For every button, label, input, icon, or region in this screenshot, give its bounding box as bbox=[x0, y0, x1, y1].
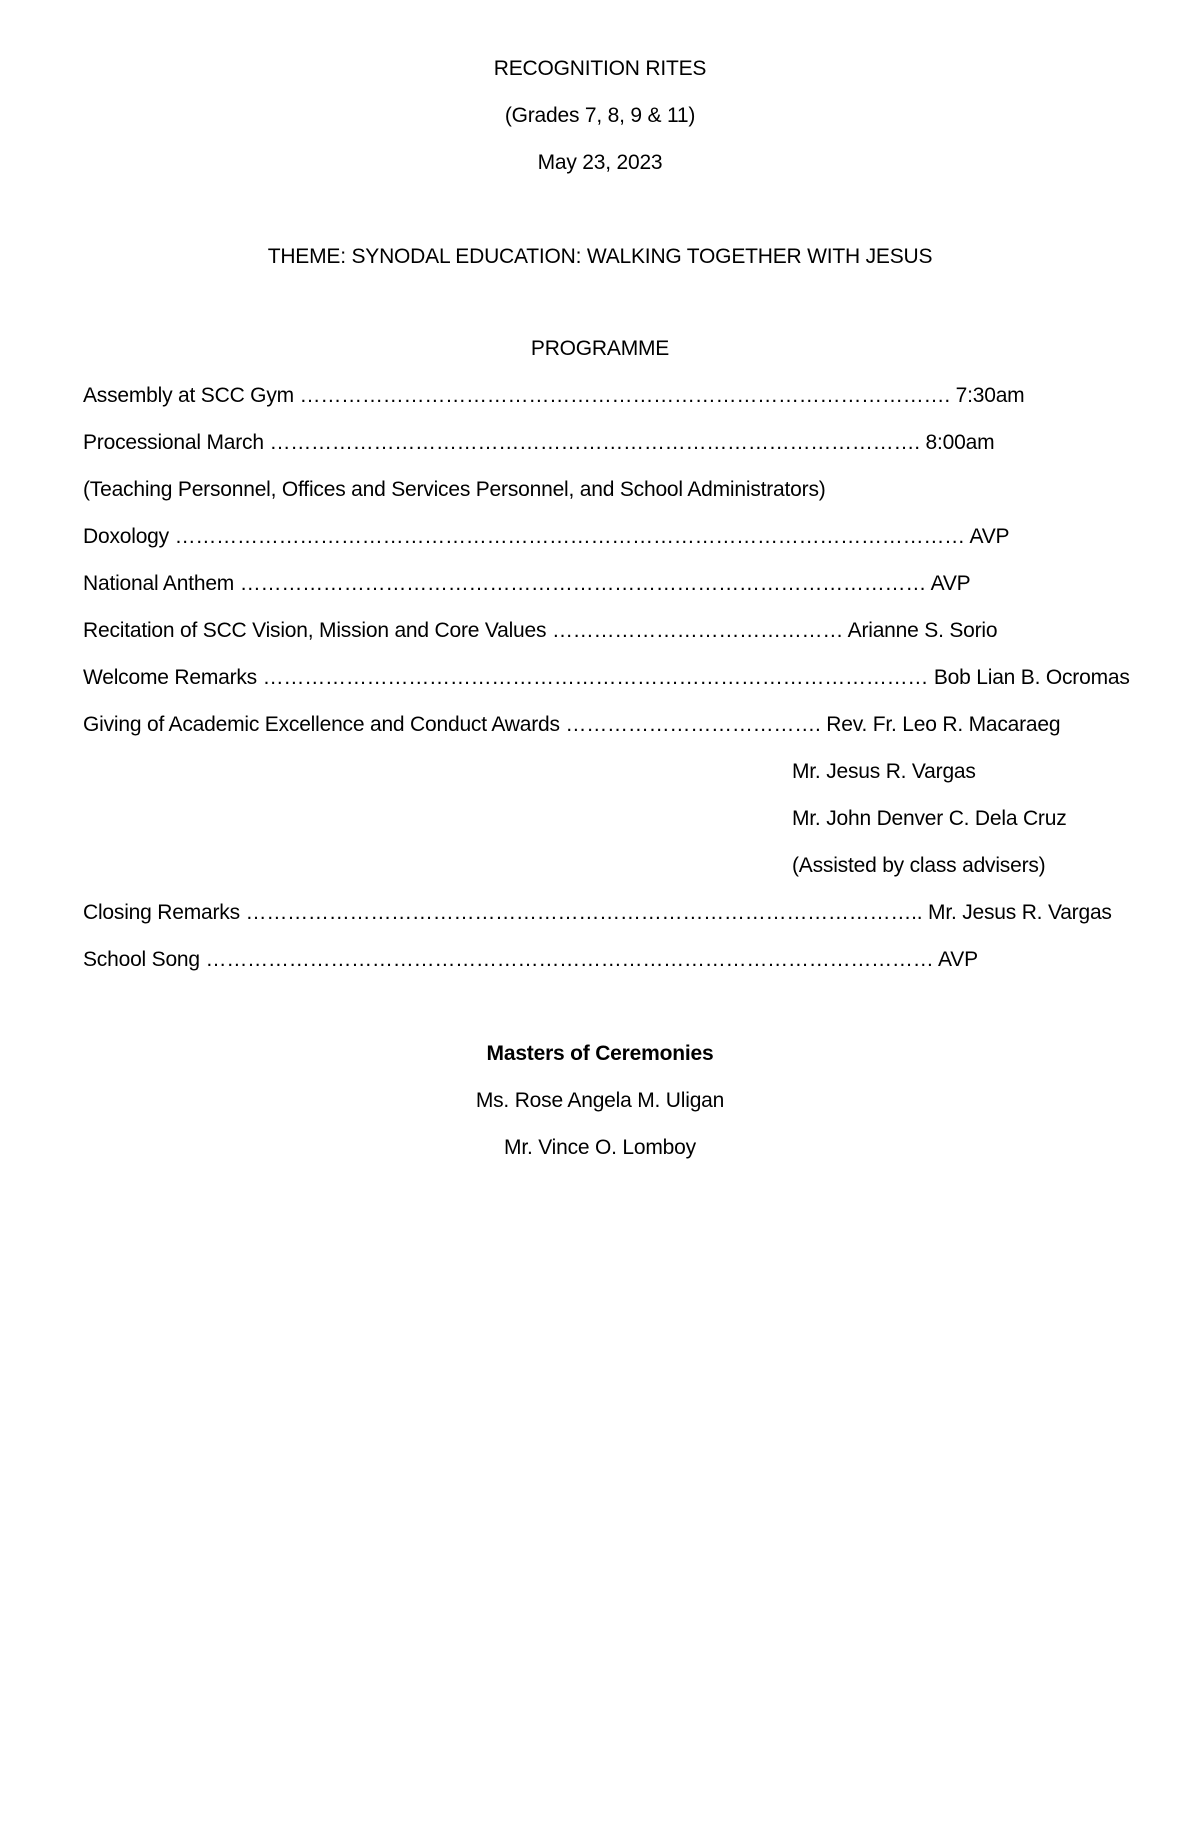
programme-item-value: Arianne S. Sorio bbox=[847, 619, 998, 642]
programme-item-doxology bbox=[83, 524, 1009, 550]
programme-item-school-song bbox=[83, 947, 978, 973]
programme-item-label: National Anthem ……………………………………………………………………………………… bbox=[83, 572, 927, 595]
document-title: RECOGNITION RITES bbox=[493, 57, 707, 80]
masters-heading: Masters of Ceremonies bbox=[486, 1042, 714, 1065]
programme-item-processional bbox=[83, 430, 994, 456]
programme-item-value: 8:00am bbox=[925, 431, 995, 454]
grades-subtitle: (Grades 7, 8, 9 & 11) bbox=[504, 104, 696, 127]
programme-item-assembly bbox=[83, 383, 1024, 409]
programme-item-label: Recitation of SCC Vision, Mission and Core Values …………………………………… bbox=[83, 619, 844, 642]
awards-assist-note: (Assisted by class advisers) bbox=[792, 854, 1046, 877]
programme-heading: PROGRAMME bbox=[530, 337, 670, 360]
event-date: May 23, 2023 bbox=[537, 151, 663, 174]
programme-item-recitation bbox=[83, 618, 997, 644]
programme-item-value: Mr. Jesus R. Vargas bbox=[928, 901, 1112, 924]
programme-item-value: 7:30am bbox=[955, 384, 1025, 407]
programme-item-label: Assembly at SCC Gym …………………………………………………………………………………. bbox=[83, 384, 950, 407]
master-of-ceremonies-name: Mr. Vince O. Lomboy bbox=[504, 1136, 696, 1159]
programme-item-value: AVP bbox=[938, 948, 978, 971]
programme-item-value: AVP bbox=[930, 572, 971, 595]
programme-item-value: Bob Lian B. Ocromas bbox=[933, 666, 1130, 689]
programme-item-personnel-note bbox=[83, 477, 826, 503]
programme-item-label: Closing Remarks …………………………………………………………………………………….. bbox=[83, 901, 923, 924]
programme-item-label: (Teaching Personnel, Offices and Services Personnel, and School Administrators) bbox=[83, 478, 826, 501]
programme-item-value: Rev. Fr. Leo R. Macaraeg bbox=[826, 713, 1061, 736]
programme-item-national-anthem bbox=[83, 571, 971, 597]
programme-item-label: Processional March …………………………………………………………………………………. bbox=[83, 431, 920, 454]
theme-line: THEME: SYNODAL EDUCATION: WALKING TOGETHER WITH JESUS bbox=[267, 245, 933, 268]
programme-item-label: Welcome Remarks …………………………………………………………………………………… bbox=[83, 666, 929, 689]
programme-item-awards bbox=[83, 712, 1060, 738]
programme-item-value: AVP bbox=[969, 525, 1010, 548]
programme-item-label: Giving of Academic Excellence and Conduct Awards ………………………………. bbox=[83, 713, 821, 736]
programme-item-closing bbox=[83, 900, 1112, 926]
programme-item-label: Doxology …………………………………………………………………………………………………… bbox=[83, 525, 965, 548]
master-of-ceremonies-name: Ms. Rose Angela M. Uligan bbox=[475, 1089, 725, 1112]
programme-item-label: School Song …………………………………………………………………………………………… bbox=[83, 948, 934, 971]
awards-presenter: Mr. Jesus R. Vargas bbox=[792, 760, 976, 783]
awards-presenter: Mr. John Denver C. Dela Cruz bbox=[792, 807, 1067, 830]
programme-item-welcome bbox=[83, 665, 1130, 691]
